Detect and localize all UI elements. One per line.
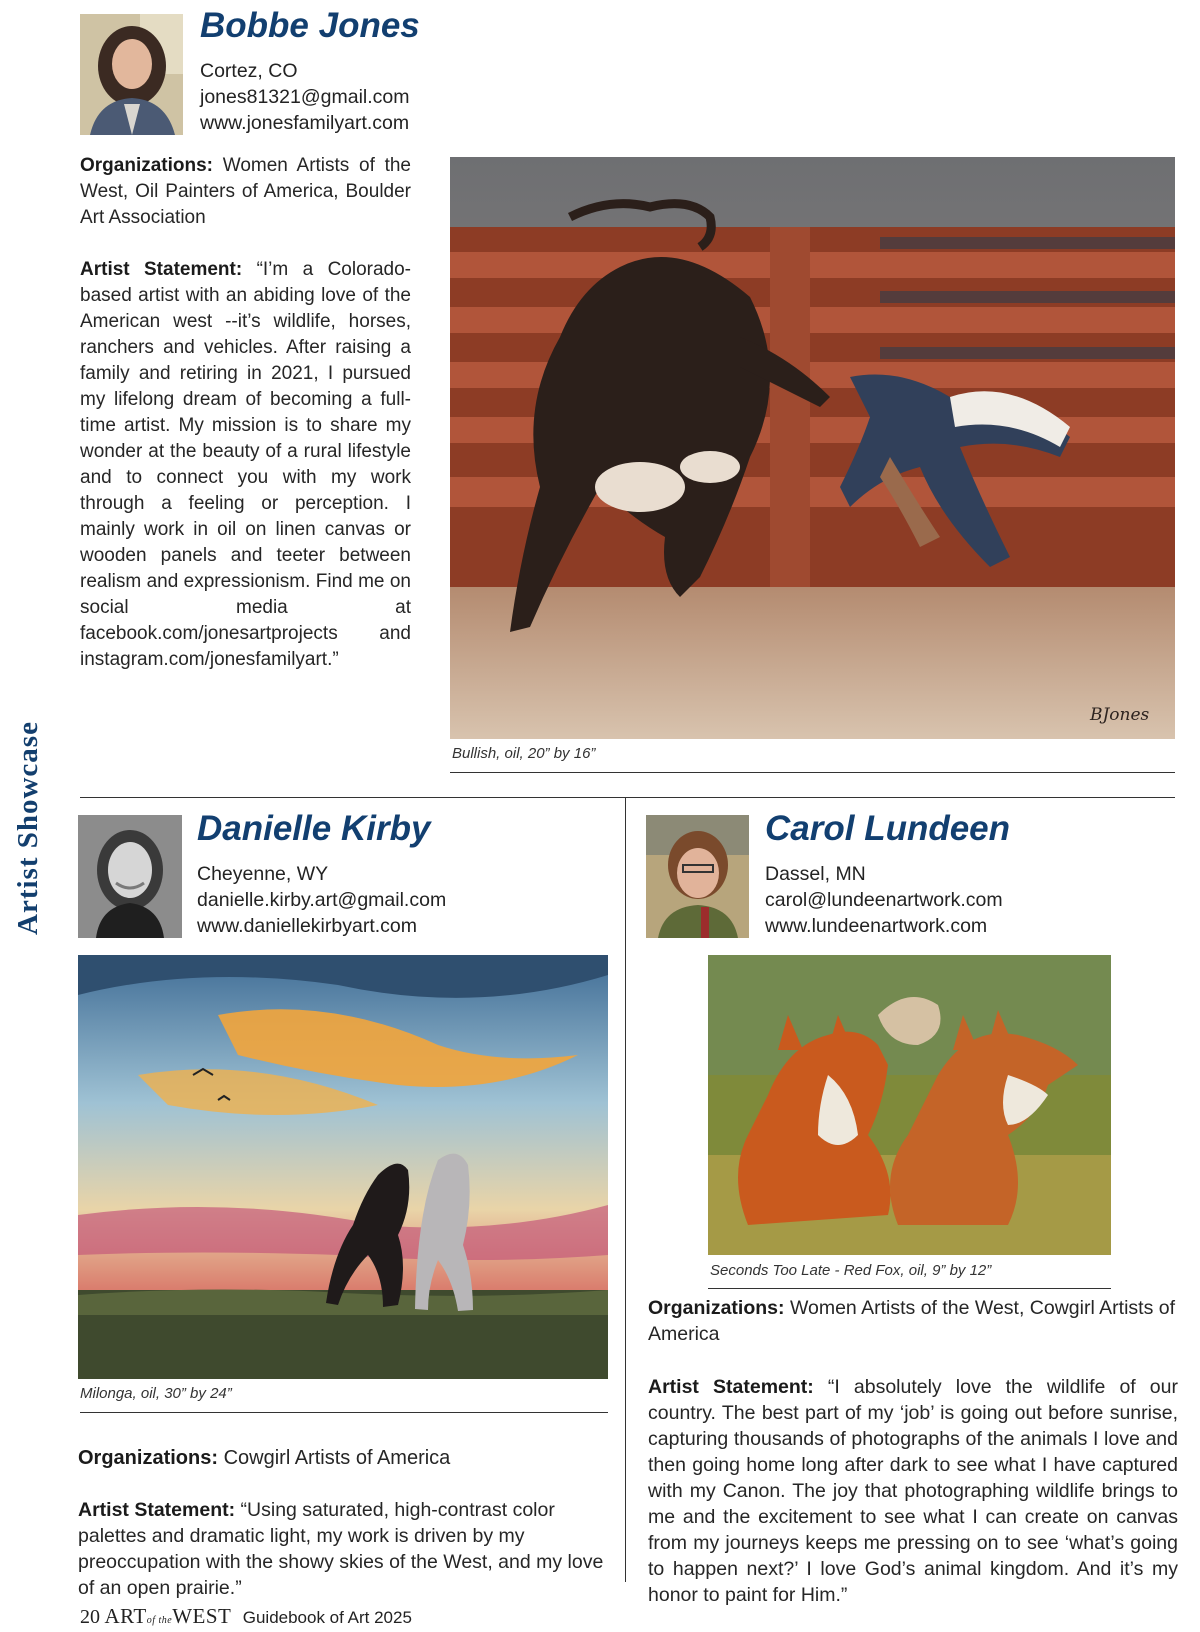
organizations-text: Women Artists of the West, Oil Painters of America, Boulder Art Association bbox=[80, 155, 411, 228]
artist-email[interactable]: carol@lundeenartwork.com bbox=[765, 889, 1003, 911]
caption-rule bbox=[708, 1288, 1111, 1289]
artist-statement bbox=[80, 257, 411, 673]
artist-name: Bobbe Jones bbox=[200, 6, 420, 45]
organizations-text: Cowgirl Artists of America bbox=[223, 1447, 451, 1469]
artist-organizations bbox=[78, 1445, 608, 1471]
artist-name: Danielle Kirby bbox=[197, 809, 431, 848]
statement-text: “Using saturated, high-contrast color palettes and dramatic light, my work is driven by my preoccupation with the showy skies of the West, and my love of an open prairie.” bbox=[78, 1499, 604, 1599]
artist-location: Cheyenne, WY bbox=[197, 863, 329, 885]
publication-title: Guidebook of Art 2025 bbox=[242, 1608, 412, 1627]
artwork-caption: Bullish, oil, 20” by 16” bbox=[452, 745, 596, 762]
caption-rule bbox=[80, 1412, 608, 1413]
statement-label: Artist Statement: bbox=[78, 1499, 236, 1521]
artist-website[interactable]: www.daniellekirbyart.com bbox=[197, 915, 417, 937]
artwork-caption: Milonga, oil, 30” by 24” bbox=[80, 1385, 232, 1402]
statement-label: Artist Statement: bbox=[648, 1376, 814, 1398]
logo-of-the: of the bbox=[146, 1615, 173, 1626]
statement-text: “I’m a Colorado-based artist with an abiding love of the American west --it’s wildlife, horses, ranchers and vehicles. After raising a family and retiring in 2021, I pursued my lifelong dream of becoming a full-time artist. My mission is to share my wonder at the beauty of a rural lifestyle and to connect you with my work through a feeling or perception. I mainly work in oil on linen canvas or wooden panels and teeter between realism and expressionism. Find me on social media at facebook.com/jonesartprojects and instagram.com/jonesfamilyart.” bbox=[80, 259, 411, 670]
column-divider bbox=[625, 797, 626, 1582]
artist-statement bbox=[648, 1374, 1178, 1608]
magazine-logo bbox=[104, 1604, 236, 1628]
artist-portrait-bobbe-jones bbox=[80, 14, 183, 135]
artist-location: Dassel, MN bbox=[765, 863, 866, 885]
artwork-signature: BJones bbox=[1090, 705, 1150, 725]
section-divider bbox=[80, 797, 1175, 798]
artwork-bullish bbox=[450, 157, 1175, 739]
artist-portrait-danielle-kirby bbox=[78, 815, 182, 938]
organizations-label: Organizations: bbox=[80, 155, 214, 176]
section-label: Artist Showcase bbox=[12, 721, 44, 935]
artist-website[interactable]: www.jonesfamilyart.com bbox=[200, 112, 410, 134]
artist-name: Carol Lundeen bbox=[765, 809, 1011, 848]
logo-west: WEST bbox=[172, 1604, 231, 1628]
artist-portrait-carol-lundeen bbox=[646, 815, 749, 938]
artist-website[interactable]: www.lundeenartwork.com bbox=[765, 915, 988, 937]
statement-label: Artist Statement: bbox=[80, 259, 243, 280]
artist-email[interactable]: jones81321@gmail.com bbox=[200, 86, 410, 108]
artwork-milonga bbox=[78, 955, 608, 1379]
artwork-caption: Seconds Too Late - Red Fox, oil, 9” by 12” bbox=[710, 1262, 992, 1279]
statement-text: “I absolutely love the wildlife of our country. The best part of my ‘job’ is going out before sunrise, capturing thousands of photographs of the animals I love and then going home long after dark to see what I have captured with my Canon. The joy that photographing wildlife brings to me and the excitement to see what I can create on canvas from my journeys keeps me pressing on to see ‘what’s going to happen next?’ I love God’s animal kingdom. And it’s my honor to paint for Him.” bbox=[648, 1376, 1178, 1606]
caption-rule bbox=[450, 772, 1175, 773]
organizations-label: Organizations: bbox=[648, 1297, 785, 1319]
page-footer bbox=[80, 1604, 412, 1629]
artist-organizations bbox=[80, 153, 411, 231]
artist-statement bbox=[78, 1497, 608, 1601]
organizations-text: Women Artists of the West, Cowgirl Artists of America bbox=[648, 1297, 1176, 1345]
artwork-red-fox bbox=[708, 955, 1111, 1255]
artist-organizations bbox=[648, 1295, 1178, 1347]
artist-email[interactable]: danielle.kirby.art@gmail.com bbox=[197, 889, 447, 911]
artist-location: Cortez, CO bbox=[200, 60, 298, 82]
organizations-label: Organizations: bbox=[78, 1447, 219, 1469]
page-number: 20 bbox=[80, 1606, 100, 1628]
logo-art: ART bbox=[104, 1604, 147, 1628]
